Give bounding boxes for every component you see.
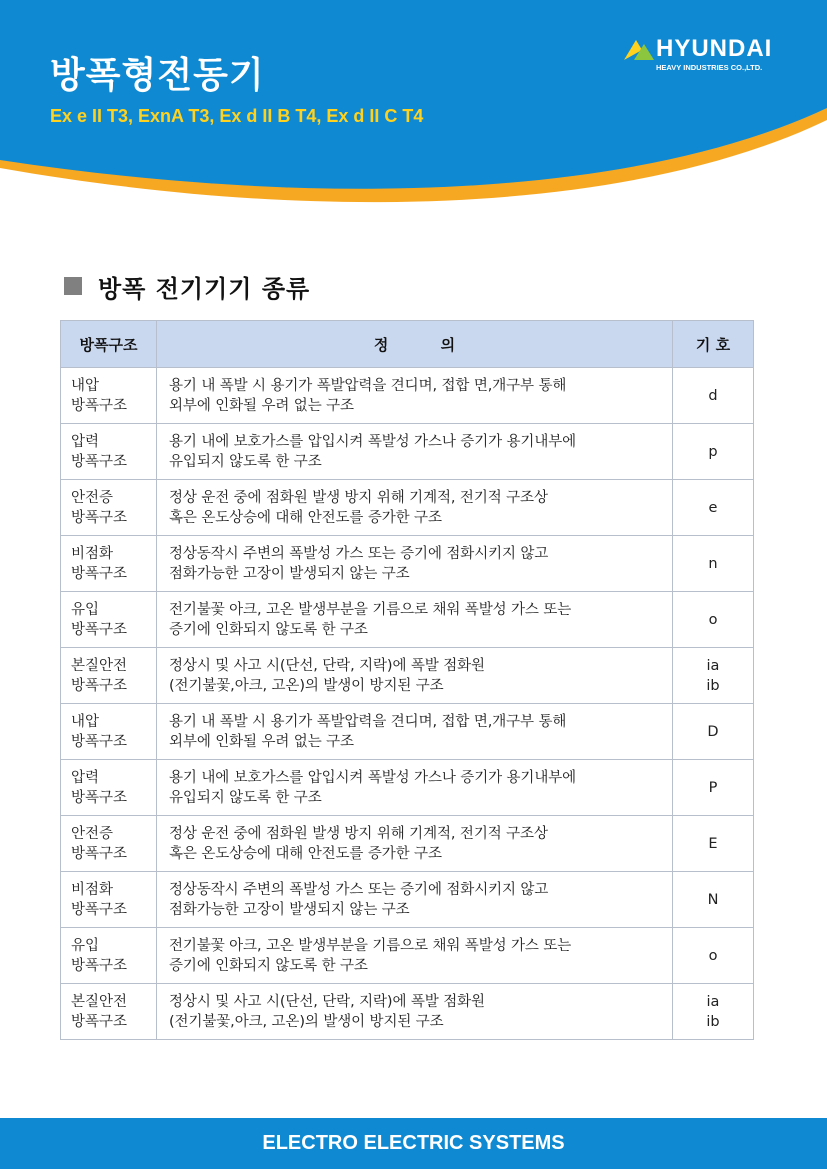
cell-type-line: 방폭구조 [71,621,128,638]
cell-type-line: 방폭구조 [71,565,128,582]
cell-symbol-line: ib [706,1013,720,1030]
cell-definition-line: 외부에 인화될 우려 없는 구조 [169,733,354,750]
cell-definition [157,872,673,928]
table-row [61,648,754,704]
cell-definition-line: 증기에 인화되지 않도록 한 구조 [169,621,368,638]
cell-symbol-line: P [708,779,718,796]
cell-definition-line: 정상 운전 중에 점화원 발생 방지 위해 기계적, 전기적 구조상 [169,825,548,842]
cell-type [61,704,157,760]
table-row [61,480,754,536]
table-row [61,760,754,816]
cell-type-line: 비점화 [71,545,114,562]
cell-type-line: 방폭구조 [71,901,128,918]
cell-type-line: 방폭구조 [71,957,128,974]
cell-type-line: 내압 [71,377,100,394]
cell-definition [157,816,673,872]
cell-symbol [673,424,754,480]
cell-symbol-line: o [708,947,718,964]
cell-type [61,368,157,424]
cell-symbol-line: p [708,443,718,460]
cell-type [61,872,157,928]
cell-definition-line: (전기불꽃,아크, 고온)의 발생이 방지된 구조 [169,1013,444,1030]
table-header-row [61,321,754,368]
section-heading [64,268,310,304]
cell-type [61,592,157,648]
cell-type-line: 방폭구조 [71,733,128,750]
table-row [61,368,754,424]
cell-type-line: 내압 [71,713,100,730]
cell-definition-line: 용기 내 폭발 시 용기가 폭발압력을 견디며, 접합 면,개구부 통해 [169,713,567,730]
cell-definition-line: 정상 운전 중에 점화원 발생 방지 위해 기계적, 전기적 구조상 [169,489,548,506]
cell-type-line: 방폭구조 [71,789,128,806]
hyundai-logo [620,36,800,76]
cell-symbol [673,816,754,872]
cell-type-line: 유입 [71,937,100,954]
cell-definition-line: 정상시 및 사고 시(단선, 단락, 지락)에 폭발 점화원 [169,993,485,1010]
cell-definition-line: 정상시 및 사고 시(단선, 단락, 지락)에 폭발 점화원 [169,657,485,674]
cell-definition-line: 점화가능한 고장이 발생되지 않는 구조 [169,901,410,918]
cell-symbol-line: ib [706,677,720,694]
gray-square-icon [64,277,82,295]
cell-definition-line: 혹은 온도상승에 대해 안전도를 증가한 구조 [169,845,442,862]
page-title: 방폭형전동기 [50,55,265,96]
cell-symbol [673,704,754,760]
footer-text: ELECTRO ELECTRIC SYSTEMS [262,1132,565,1154]
cell-definition-line: 유입되지 않도록 한 구조 [169,453,322,470]
cell-definition [157,704,673,760]
header-symbol: 기 호 [673,321,754,368]
cell-definition-line: 혹은 온도상승에 대해 안전도를 증가한 구조 [169,509,442,526]
cell-definition [157,592,673,648]
cell-definition [157,648,673,704]
cell-definition-line: 정상동작시 주변의 폭발성 가스 또는 증기에 점화시키지 않고 [169,881,549,898]
cell-symbol-line: N [707,891,719,908]
cell-type [61,648,157,704]
cell-symbol-line: o [708,611,718,628]
cell-definition-line: (전기불꽃,아크, 고온)의 발생이 방지된 구조 [169,677,444,694]
footer-banner [0,1118,827,1169]
cell-symbol-line: d [708,387,718,404]
header-definition: 정 의 [157,321,673,368]
cell-definition-line: 정상동작시 주변의 폭발성 가스 또는 증기에 점화시키지 않고 [169,545,549,562]
cell-definition-line: 전기불꽃 아크, 고온 발생부분을 기름으로 채워 폭발성 가스 또는 [169,937,572,954]
cell-definition-line: 용기 내에 보호가스를 압입시켜 폭발성 가스나 증기가 용기내부에 [169,769,577,786]
cell-type-line: 본질안전 [71,657,128,674]
table-row [61,816,754,872]
cell-symbol [673,368,754,424]
cell-type-line: 방폭구조 [71,1013,128,1030]
cell-symbol-line: n [708,555,718,572]
table-row [61,928,754,984]
logo-subtitle: HEAVY INDUSTRIES CO.,LTD. [656,63,763,72]
cell-type-line: 방폭구조 [71,453,128,470]
cell-symbol [673,536,754,592]
cell-type-line: 압력 [71,769,100,786]
cell-symbol [673,480,754,536]
cell-definition-line: 용기 내 폭발 시 용기가 폭발압력을 견디며, 접합 면,개구부 통해 [169,377,567,394]
header-type: 방폭구조 [61,321,157,368]
table-row [61,592,754,648]
cell-definition [157,480,673,536]
cell-definition [157,984,673,1040]
cell-symbol [673,592,754,648]
cell-definition-line: 유입되지 않도록 한 구조 [169,789,322,806]
cell-type-line: 압력 [71,433,100,450]
cell-symbol-line: E [708,835,718,852]
cell-type-line: 안전증 [71,489,114,506]
table-row [61,536,754,592]
table-row [61,872,754,928]
cell-definition [157,424,673,480]
cell-symbol-line: D [707,723,719,740]
cell-definition-line: 점화가능한 고장이 발생되지 않는 구조 [169,565,410,582]
cell-type-line: 방폭구조 [71,677,128,694]
cell-type-line: 방폭구조 [71,845,128,862]
cell-type [61,536,157,592]
cell-type-line: 방폭구조 [71,397,128,414]
logo-name: HYUNDAI [656,35,773,62]
cell-symbol [673,872,754,928]
cell-definition-line: 전기불꽃 아크, 고온 발생부분을 기름으로 채워 폭발성 가스 또는 [169,601,572,618]
cell-definition [157,536,673,592]
cell-type-line: 안전증 [71,825,114,842]
cell-definition [157,368,673,424]
cell-symbol-line: ia [706,993,720,1010]
hyundai-triangle-logo-icon [620,38,656,62]
cell-type-line: 본질안전 [71,993,128,1010]
table-row [61,984,754,1040]
table-row [61,704,754,760]
cell-type-line: 방폭구조 [71,509,128,526]
cell-definition-line: 용기 내에 보호가스를 압입시켜 폭발성 가스나 증기가 용기내부에 [169,433,577,450]
cell-symbol [673,984,754,1040]
cell-symbol [673,928,754,984]
cell-symbol [673,760,754,816]
cell-type [61,424,157,480]
page-subtitle: Ex e II T3, ExnA T3, Ex d II B T4, Ex d II C T4 [50,106,424,126]
cell-type [61,816,157,872]
cell-type [61,928,157,984]
cell-symbol-line: e [708,499,718,516]
cell-type [61,760,157,816]
cell-type [61,984,157,1040]
cell-definition-line: 증기에 인화되지 않도록 한 구조 [169,957,368,974]
cell-definition [157,760,673,816]
cell-type-line: 유입 [71,601,100,618]
table-body [61,368,754,1040]
section-title: 방폭 전기기기 종류 [98,274,311,303]
cell-definition [157,928,673,984]
cell-symbol [673,648,754,704]
cell-type [61,480,157,536]
cell-type-line: 비점화 [71,881,114,898]
table-row [61,424,754,480]
cell-definition-line: 외부에 인화될 우려 없는 구조 [169,397,354,414]
explosion-proof-types-table [60,320,754,1040]
cell-symbol-line: ia [706,657,720,674]
